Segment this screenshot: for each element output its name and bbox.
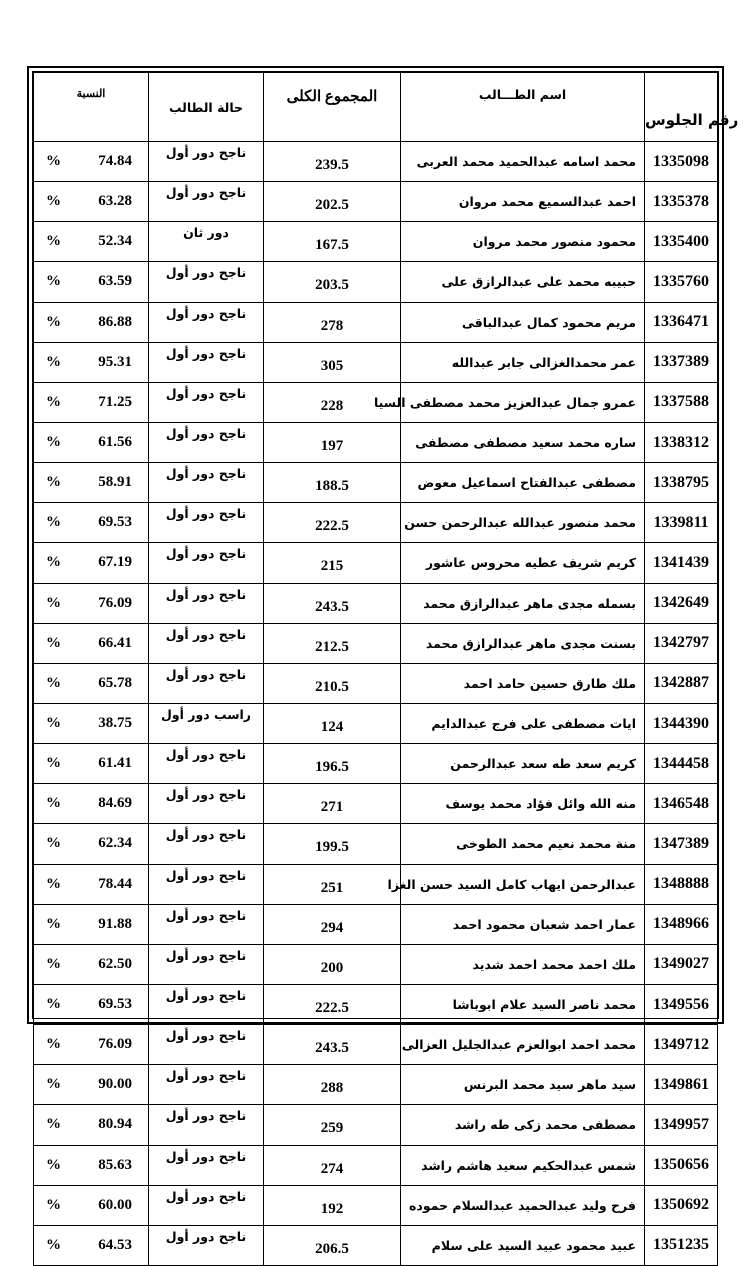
total-cell: 203.5 xyxy=(264,262,401,302)
percent-sign: % xyxy=(46,193,61,210)
seat-number-cell: 1342887 xyxy=(645,663,718,703)
seat-number-cell: 1349861 xyxy=(645,1065,718,1105)
percent-sign: % xyxy=(46,755,61,772)
percent-value: 69.53 xyxy=(98,514,132,531)
percent-sign: % xyxy=(46,434,61,451)
total-cell: 196.5 xyxy=(264,744,401,784)
percent-cell xyxy=(34,864,149,904)
table-row xyxy=(34,382,718,422)
header-status: حالة الطالب xyxy=(149,73,264,142)
percent-sign: % xyxy=(46,955,61,972)
table-row xyxy=(34,262,718,302)
header-name: اسم الطـــالب xyxy=(401,73,645,142)
status-cell: ناجح دور أول xyxy=(149,1025,264,1065)
seat-number-cell: 1335400 xyxy=(645,222,718,262)
table-row xyxy=(34,623,718,663)
total-cell: 251 xyxy=(264,864,401,904)
table-row xyxy=(34,944,718,984)
student-name-cell: ملك طارق حسين حامد احمد xyxy=(401,663,645,703)
percent-value: 62.50 xyxy=(98,955,132,972)
total-cell: 243.5 xyxy=(264,1025,401,1065)
percent-value: 38.75 xyxy=(98,715,132,732)
table-row xyxy=(34,663,718,703)
percent-value: 69.53 xyxy=(98,996,132,1013)
total-cell: 288 xyxy=(264,1065,401,1105)
table-row xyxy=(34,142,718,182)
student-name-cell: عمر محمدالغزالى جابر عبدالله xyxy=(401,342,645,382)
percent-value: 63.28 xyxy=(98,193,132,210)
student-name-cell: مصطفى محمد زكى طه راشد xyxy=(401,1105,645,1145)
table-row xyxy=(34,543,718,583)
percent-sign: % xyxy=(46,674,61,691)
percent-value: 86.88 xyxy=(98,313,132,330)
percent-value: 78.44 xyxy=(98,875,132,892)
table-row xyxy=(34,904,718,944)
seat-number-cell: 1349712 xyxy=(645,1025,718,1065)
status-cell: ناجح دور أول xyxy=(149,984,264,1024)
percent-value: 61.41 xyxy=(98,755,132,772)
status-cell: راسب دور أول xyxy=(149,703,264,743)
student-name-cell: منة محمد نعيم محمد الطوخى xyxy=(401,824,645,864)
student-name-cell: شمس عبدالحكيم سعيد هاشم راشد xyxy=(401,1145,645,1185)
header-seat: رقم الجلوس xyxy=(645,73,718,142)
table-row xyxy=(34,744,718,784)
table-row xyxy=(34,824,718,864)
table-row xyxy=(34,503,718,543)
percent-cell xyxy=(34,382,149,422)
seat-number-cell: 1348966 xyxy=(645,904,718,944)
table-row xyxy=(34,1025,718,1065)
percent-value: 65.78 xyxy=(98,674,132,691)
seat-number-cell: 1344390 xyxy=(645,703,718,743)
total-cell: 202.5 xyxy=(264,182,401,222)
seat-number-cell: 1351235 xyxy=(645,1225,718,1265)
seat-number-cell: 1335760 xyxy=(645,262,718,302)
total-cell: 294 xyxy=(264,904,401,944)
seat-number-cell: 1342649 xyxy=(645,583,718,623)
total-cell: 274 xyxy=(264,1145,401,1185)
student-name-cell: عمار احمد شعبان محمود احمد xyxy=(401,904,645,944)
table-header xyxy=(34,73,739,142)
table-row xyxy=(34,583,718,623)
results-sheet xyxy=(27,66,739,1257)
percent-value: 90.00 xyxy=(98,1076,132,1093)
percent-sign: % xyxy=(46,996,61,1013)
percent-value: 76.09 xyxy=(98,594,132,611)
table-row xyxy=(34,182,718,222)
status-cell: ناجح دور أول xyxy=(149,543,264,583)
percent-cell xyxy=(34,1105,149,1145)
percent-value: 85.63 xyxy=(98,1156,132,1173)
seat-number-cell: 1336471 xyxy=(645,302,718,342)
percent-cell xyxy=(34,222,149,262)
status-cell: ناجح دور أول xyxy=(149,342,264,382)
percent-sign: % xyxy=(46,1036,61,1053)
percent-cell xyxy=(34,744,149,784)
percent-value: 60.00 xyxy=(98,1196,132,1213)
percent-sign: % xyxy=(46,273,61,290)
percent-value: 64.53 xyxy=(98,1236,132,1253)
seat-number-cell: 1339811 xyxy=(645,503,718,543)
status-cell: ناجح دور أول xyxy=(149,503,264,543)
student-name-cell: عبدالرحمن ايهاب كامل السيد حسن الغزا xyxy=(401,864,645,904)
student-name-cell: منه الله وائل فؤاد محمد يوسف xyxy=(401,784,645,824)
seat-number-cell: 1350656 xyxy=(645,1145,718,1185)
student-name-cell: ملك احمد محمد احمد شديد xyxy=(401,944,645,984)
table-row xyxy=(34,1065,718,1105)
percent-cell xyxy=(34,984,149,1024)
total-cell: 243.5 xyxy=(264,583,401,623)
percent-sign: % xyxy=(46,594,61,611)
percent-value: 95.31 xyxy=(98,353,132,370)
table-row xyxy=(34,1145,718,1185)
percent-sign: % xyxy=(46,474,61,491)
student-name-cell: مريم محمود كمال عبدالباقى xyxy=(401,302,645,342)
percent-cell xyxy=(34,623,149,663)
table-row xyxy=(34,463,718,503)
percent-cell xyxy=(34,1185,149,1225)
total-cell: 188.5 xyxy=(264,463,401,503)
status-cell: ناجح دور أول xyxy=(149,1185,264,1225)
total-cell: 305 xyxy=(264,342,401,382)
table-body xyxy=(34,142,718,1266)
seat-number-cell: 1337389 xyxy=(645,342,718,382)
percent-sign: % xyxy=(46,353,61,370)
percent-sign: % xyxy=(46,795,61,812)
header-row xyxy=(34,73,718,142)
percent-sign: % xyxy=(46,634,61,651)
percent-value: 62.34 xyxy=(98,835,132,852)
percent-value: 76.09 xyxy=(98,1036,132,1053)
student-name-cell: فرح وليد عبدالحميد عبدالسلام حموده xyxy=(401,1185,645,1225)
percent-sign: % xyxy=(46,554,61,571)
student-name-cell: كريم شريف عطيه محروس عاشور xyxy=(401,543,645,583)
percent-sign: % xyxy=(46,1236,61,1253)
total-cell: 199.5 xyxy=(264,824,401,864)
total-cell: 197 xyxy=(264,422,401,462)
percent-cell xyxy=(34,142,149,182)
table-row xyxy=(34,703,718,743)
total-cell: 167.5 xyxy=(264,222,401,262)
total-cell: 259 xyxy=(264,1105,401,1145)
total-cell: 212.5 xyxy=(264,623,401,663)
status-cell: ناجح دور أول xyxy=(149,182,264,222)
percent-cell xyxy=(34,1065,149,1105)
percent-value: 67.19 xyxy=(98,554,132,571)
total-cell: 206.5 xyxy=(264,1225,401,1265)
percent-cell xyxy=(34,583,149,623)
percent-cell xyxy=(34,302,149,342)
seat-number-cell: 1338312 xyxy=(645,422,718,462)
percent-cell xyxy=(34,262,149,302)
status-cell: ناجح دور أول xyxy=(149,663,264,703)
percent-cell xyxy=(34,422,149,462)
total-cell: 192 xyxy=(264,1185,401,1225)
table-row xyxy=(34,1185,718,1225)
seat-number-cell: 1349556 xyxy=(645,984,718,1024)
table-row xyxy=(34,984,718,1024)
percent-cell xyxy=(34,182,149,222)
percent-cell xyxy=(34,1225,149,1265)
student-name-cell: عمرو جمال عبدالعزيز محمد مصطفى السيا xyxy=(401,382,645,422)
table-row xyxy=(34,1225,718,1265)
seat-number-cell: 1348888 xyxy=(645,864,718,904)
percent-value: 66.41 xyxy=(98,634,132,651)
student-name-cell: محمد اسامه عبدالحميد محمد العربى xyxy=(401,142,645,182)
student-name-cell: مصطفى عبدالفتاح اسماعيل معوض xyxy=(401,463,645,503)
status-cell: ناجح دور أول xyxy=(149,1145,264,1185)
seat-number-cell: 1338795 xyxy=(645,463,718,503)
status-cell: ناجح دور أول xyxy=(149,744,264,784)
total-cell: 200 xyxy=(264,944,401,984)
total-cell: 271 xyxy=(264,784,401,824)
status-cell: دور ثان xyxy=(149,222,264,262)
percent-cell xyxy=(34,824,149,864)
percent-cell xyxy=(34,1145,149,1185)
student-name-cell: حبيبه محمد على عبدالرازق على xyxy=(401,262,645,302)
student-name-cell: كريم سعد طه سعد عبدالرحمن xyxy=(401,744,645,784)
table-row xyxy=(34,1105,718,1145)
percent-sign: % xyxy=(46,915,61,932)
total-cell: 222.5 xyxy=(264,503,401,543)
status-cell: ناجح دور أول xyxy=(149,623,264,663)
total-cell: 124 xyxy=(264,703,401,743)
seat-number-cell: 1350692 xyxy=(645,1185,718,1225)
percent-cell xyxy=(34,944,149,984)
student-name-cell: محمد احمد ابوالعزم عبدالجليل العزالى xyxy=(401,1025,645,1065)
percent-sign: % xyxy=(46,1076,61,1093)
seat-number-cell: 1349027 xyxy=(645,944,718,984)
status-cell: ناجح دور أول xyxy=(149,784,264,824)
percent-cell xyxy=(34,904,149,944)
table-row xyxy=(34,222,718,262)
table-row xyxy=(34,342,718,382)
status-cell: ناجح دور أول xyxy=(149,302,264,342)
total-cell: 239.5 xyxy=(264,142,401,182)
status-cell: ناجح دور أول xyxy=(149,142,264,182)
status-cell: ناجح دور أول xyxy=(149,864,264,904)
percent-sign: % xyxy=(46,153,61,170)
table-row xyxy=(34,864,718,904)
header-total: المجموع الكلى xyxy=(264,73,401,142)
percent-value: 52.34 xyxy=(98,233,132,250)
student-name-cell: احمد عبدالسميع محمد مروان xyxy=(401,182,645,222)
table-row xyxy=(34,784,718,824)
percent-sign: % xyxy=(46,514,61,531)
percent-cell xyxy=(34,784,149,824)
student-name-cell: بسنت مجدى ماهر عبدالرازق محمد xyxy=(401,623,645,663)
percent-sign: % xyxy=(46,233,61,250)
percent-cell xyxy=(34,503,149,543)
student-name-cell: ساره محمد سعيد مصطفى مصطفى xyxy=(401,422,645,462)
status-cell: ناجح دور أول xyxy=(149,824,264,864)
percent-sign: % xyxy=(46,715,61,732)
percent-sign: % xyxy=(46,313,61,330)
percent-value: 58.91 xyxy=(98,474,132,491)
percent-value: 61.56 xyxy=(98,434,132,451)
percent-value: 74.84 xyxy=(98,153,132,170)
seat-number-cell: 1335378 xyxy=(645,182,718,222)
student-name-cell: محمد منصور عبدالله عبدالرحمن حسن xyxy=(401,503,645,543)
status-cell: ناجح دور أول xyxy=(149,463,264,503)
percent-sign: % xyxy=(46,875,61,892)
table-row xyxy=(34,302,718,342)
percent-cell xyxy=(34,1025,149,1065)
seat-number-cell: 1344458 xyxy=(645,744,718,784)
percent-value: 84.69 xyxy=(98,795,132,812)
percent-sign: % xyxy=(46,835,61,852)
status-cell: ناجح دور أول xyxy=(149,1105,264,1145)
total-cell: 215 xyxy=(264,543,401,583)
table-row xyxy=(34,422,718,462)
seat-number-cell: 1346548 xyxy=(645,784,718,824)
seat-number-cell: 1349957 xyxy=(645,1105,718,1145)
percent-value: 63.59 xyxy=(98,273,132,290)
status-cell: ناجح دور أول xyxy=(149,904,264,944)
student-name-cell: بسمله مجدى ماهر عبدالرازق محمد xyxy=(401,583,645,623)
results-table-frame xyxy=(32,71,739,1257)
percent-sign: % xyxy=(46,393,61,410)
percent-cell xyxy=(34,342,149,382)
total-cell: 278 xyxy=(264,302,401,342)
status-cell: ناجح دور أول xyxy=(149,1225,264,1265)
percent-value: 91.88 xyxy=(98,915,132,932)
percent-cell xyxy=(34,463,149,503)
seat-number-cell: 1347389 xyxy=(645,824,718,864)
seat-number-cell: 1341439 xyxy=(645,543,718,583)
header-percent: النسبة xyxy=(34,73,149,142)
status-cell: ناجح دور أول xyxy=(149,583,264,623)
student-name-cell: ايات مصطفى على فرج عبدالدايم xyxy=(401,703,645,743)
seat-number-cell: 1342797 xyxy=(645,623,718,663)
student-name-cell: محمد ناصر السيد علام ابوباشا xyxy=(401,984,645,1024)
percent-value: 80.94 xyxy=(98,1116,132,1133)
status-cell: ناجح دور أول xyxy=(149,1065,264,1105)
status-cell: ناجح دور أول xyxy=(149,422,264,462)
results-table xyxy=(33,72,739,1266)
percent-sign: % xyxy=(46,1116,61,1133)
student-name-cell: محمود منصور محمد مروان xyxy=(401,222,645,262)
total-cell: 228 xyxy=(264,382,401,422)
percent-cell xyxy=(34,543,149,583)
status-cell: ناجح دور أول xyxy=(149,262,264,302)
seat-number-cell: 1337588 xyxy=(645,382,718,422)
percent-sign: % xyxy=(46,1196,61,1213)
status-cell: ناجح دور أول xyxy=(149,944,264,984)
total-cell: 222.5 xyxy=(264,984,401,1024)
student-name-cell: عبيد محمود عبيد السيد على سلام xyxy=(401,1225,645,1265)
percent-cell xyxy=(34,703,149,743)
percent-value: 71.25 xyxy=(98,393,132,410)
seat-number-cell: 1335098 xyxy=(645,142,718,182)
total-cell: 210.5 xyxy=(264,663,401,703)
status-cell: ناجح دور أول xyxy=(149,382,264,422)
percent-sign: % xyxy=(46,1156,61,1173)
percent-cell xyxy=(34,663,149,703)
student-name-cell: سيد ماهر سيد محمد البرنس xyxy=(401,1065,645,1105)
